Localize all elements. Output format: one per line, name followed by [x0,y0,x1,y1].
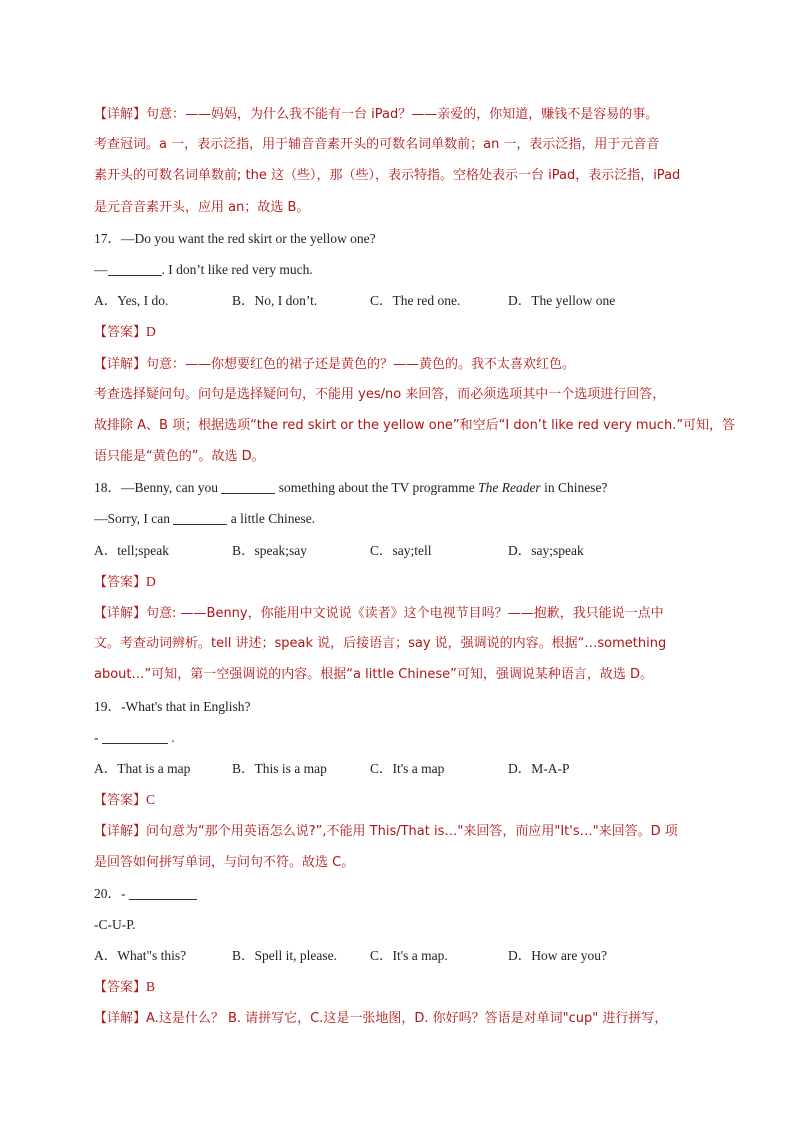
option-b: B．No, I don’t. [232,293,318,309]
q19-stem-line-2 [94,722,704,753]
q19-answer [94,784,704,815]
answer-tag: 【答案】 [94,574,147,590]
q16-detail-line-1 [94,98,704,129]
option-b: B．This is a map [232,760,327,776]
option-c: C．It's a map. [370,948,448,964]
q17-detail-line-4: 语只能是“黄色的”。故选 D。 [94,449,265,465]
q17-stem-tail: . I don’t like red very much. [161,261,313,277]
q17-stem-line-1: 17．—Do you want the red skirt or the yellow one? [94,230,376,246]
q18-detail-line-1 [94,597,704,628]
q20-options [94,940,704,971]
q17-detail-text: 句意：——你想要红色的裙子还是黄色的？——黄色的。我不太喜欢红色。 [146,356,576,372]
q17-answer [94,316,704,347]
q18-stem-mid: something about the TV programme [278,480,475,496]
option-d: D．M-A-P [508,760,570,776]
option-c: C．The red one. [370,293,461,309]
answer-tag: 【答案】 [94,980,147,996]
answer-tag: 【答案】 [94,325,147,341]
answer-blank [173,510,227,525]
q16-detail-text: 句意：——妈妈，为什么我不能有一台 iPad？——亲爱的，你知道，赚钱不是容易的事。 [146,107,659,122]
programme-title: The Reader [478,480,541,496]
q18-stem-start: 18．—Benny, can you [94,480,218,496]
q17-detail-line-1 [94,348,704,379]
option-a: A．tell;speak [94,542,169,558]
option-a: A．Yes, I do. [94,293,169,309]
answer-value: D [146,324,156,340]
detail-tag: 【详解】 [94,824,147,840]
answer-value: C [146,792,156,808]
detail-tag: 【详解】 [94,356,147,372]
option-d: D．How are you? [508,948,607,964]
answer-value: B [146,979,156,995]
q18-stem-end: in Chinese? [544,480,608,496]
dash: — [94,261,108,277]
answer-blank [221,479,275,494]
option-b: B．speak;say [232,542,307,558]
q16-detail-line-2: 考查冠词。a 一，表示泛指，用于辅音音素开头的可数名词单数前；an 一，表示泛指，用于元音音 [94,137,660,153]
q18-options [94,535,704,566]
q19-detail-line-1 [94,815,704,846]
q18-detail-line-2: 文。考查动词辨析。tell 讲述；speak 说，后接语言；say 说，强调说的内容。根据“…something [94,636,667,652]
q17-stem-line-2 [94,254,704,285]
option-d: D．The yellow one [508,293,616,309]
q19-detail-text: 问句意为“那个用英语怎么说?”,不能用 This/That is…"来回答，而应用"It's…"来回答。D 项 [146,824,678,840]
q20-stem-line-1 [94,878,704,909]
q20-detail-text: A.这是什么？ B. 请拼写它，C.这是一张地图，D. 你好吗？答语是对单词"cup" 进行拼写， [146,1011,668,1027]
option-a: A．What"s this? [94,948,187,964]
q19-stem-line-1: 19．-What's that in English? [94,698,251,714]
q17-detail-line-2: 考查选择疑问句。问句是选择疑问句，不能用 yes/no 来回答，而必须选项其中一个选项进行回答， [94,386,666,402]
answer-tag: 【答案】 [94,793,147,809]
q17-detail-line-3: 故排除 A、B 项；根据选项“the red skirt or the yellow one”和空后“I don’t like red very much.”可知，答 [94,417,736,433]
q18-detail-text: 句意: ——Benny，你能用中文说说《读者》这个电视节目吗？——抱歉，我只能说一点中 [146,606,664,621]
q18-reply-start: —Sorry, I can [94,511,170,527]
option-b: B．Spell it, please. [232,948,337,964]
answer-blank [108,261,162,276]
detail-tag: 【详解】 [94,1011,147,1027]
q20-stem-start: 20．- [94,885,126,901]
q20-detail-line-1 [94,1002,704,1033]
q18-stem-line-2 [94,503,704,534]
q16-detail-line-3: 素开头的可数名词单数前; the 这（些），那（些），表示特指。空格处表示一台 iPad，表示泛指，iPad [94,168,681,184]
option-a: A．That is a map [94,760,191,776]
answer-blank [129,885,197,900]
q17-options [94,285,704,316]
q18-reply-end: a little Chinese. [230,511,316,527]
q20-answer [94,971,704,1002]
q19-detail-line-2: 是回答如何拼写单词，与问句不符。故选 C。 [94,854,355,870]
document-page [94,98,736,1034]
detail-tag: 【详解】 [94,606,147,621]
answer-blank [102,729,168,744]
option-c: C．It's a map [370,760,445,776]
q19-options [94,753,704,784]
period: . [171,729,175,745]
dash: - [94,729,99,745]
q18-stem-line-1 [94,472,704,503]
option-c: C．say;tell [370,542,432,558]
detail-tag: 【详解】 [94,107,147,122]
q16-detail-line-4: 是元音音素开头，应用 an；故选 B。 [94,199,310,215]
option-d: D．say;speak [508,542,584,558]
q18-answer [94,566,704,597]
answer-value: D [146,573,156,589]
q18-detail-line-3: about…”可知，第一空强调说的内容。根据“a little Chinese”可知，强调说某种语言，故选 D。 [94,667,654,683]
q20-stem-line-2: -C-U-P. [94,916,136,932]
